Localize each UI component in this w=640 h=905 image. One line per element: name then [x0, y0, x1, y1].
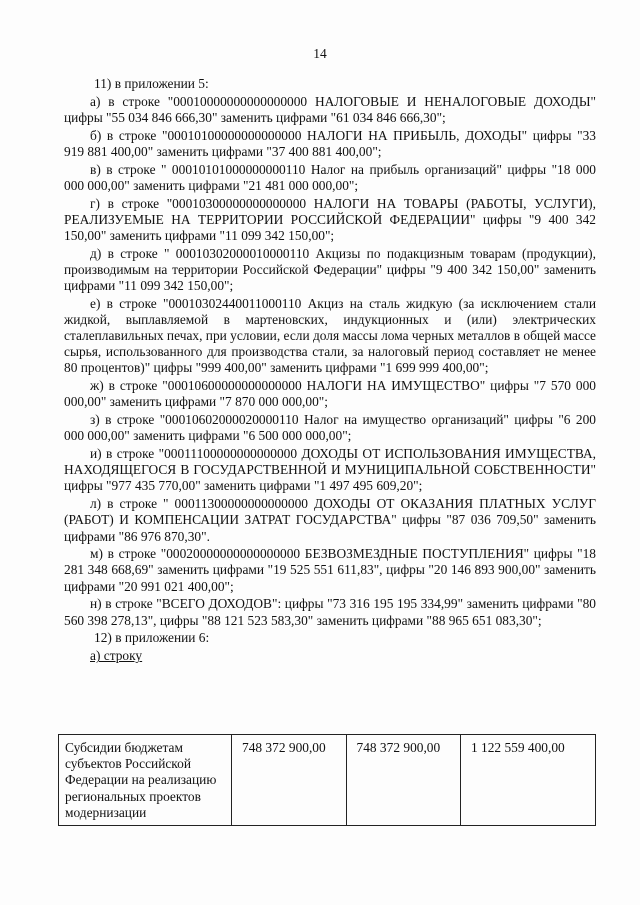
- paragraph-m: м) в строке "00020000000000000000 БЕЗВОЗМЕЗДНЫЕ ПОСТУПЛЕНИЯ" цифры "18 281 348 668,69" заменить цифрами "19 525 551 611,83", цифры "20 146 893 900,00" заменить цифрами "20 991 021 400,00";: [64, 546, 596, 594]
- table-cell-value-1: 748 372 900,00: [232, 735, 347, 826]
- paragraph-d: д) в строке " 00010302000010000110 Акцизы по подакцизным товарам (продукции), производимым на территории Российской Федерации" цифры "9 400 342 150,00" заменить цифрами "11 099 342 150,00";: [64, 245, 596, 294]
- paragraph-v: в) в строке " 00010101000000000110 Налог на прибыль организаций" цифры "18 000 000 000,00" заменить цифрами "21 481 000 000,00";: [64, 161, 596, 193]
- paragraph-item-12: 12) в приложении 6:: [94, 630, 210, 646]
- paragraph-e: е) в строке "00010302440011000110 Акциз на сталь жидкую (за исключением стали жидкой, выплавляемой в мартеновских, индукционных и (или) электрических сталеплавильных печах, при условии, если доля массы лома черных металлов в общей массе сырья, использованного для производства стали, за налоговый период составляет не менее 80 процентов)" цифры "999 400,00" заменить цифрами "1 699 999 400,00";: [64, 296, 596, 376]
- paragraph-b: б) в строке "00010100000000000000 НАЛОГИ НА ПРИБЫЛЬ, ДОХОДЫ" цифры "33 919 881 400,00" заменить цифрами "37 400 881 400,00";: [64, 127, 596, 159]
- appendix-table: [58, 734, 596, 826]
- table-row: [59, 735, 596, 826]
- paragraph-n: н) в строке "ВСЕГО ДОХОДОВ": цифры "73 316 195 195 334,99" заменить цифрами "80 560 398 278,13", цифры "88 121 523 583,30" заменить цифрами "88 965 651 083,30";: [64, 596, 596, 628]
- paragraph-z: з) в строке "00010602000020000110 Налог на имущество организаций" цифры "6 200 000 000,00" заменить цифрами "6 500 000 000,00";: [64, 412, 596, 444]
- paragraph-i: и) в строке "00011100000000000000 ДОХОДЫ ОТ ИСПОЛЬЗОВАНИЯ ИМУЩЕСТВА, НАХОДЯЩЕГОСЯ В ГОСУДАРСТВЕННОЙ И МУНИЦИПАЛЬНОЙ СОБСТВЕННОСТИ" цифры "977 435 770,00" заменить цифрами "1 497 495 609,20";: [64, 446, 596, 494]
- paragraph-a-row: а) строку: [90, 648, 143, 664]
- table-cell-name: Субсидии бюджетам субъектов Российской Федерации на реализацию региональных проектов модернизации: [59, 735, 232, 826]
- paragraph-zh: ж) в строке "00010600000000000000 НАЛОГИ НА ИМУЩЕСТВО" цифры "7 570 000 000,00" заменить цифрами "7 870 000 000,00";: [64, 378, 596, 410]
- paragraph-a: а) в строке "00010000000000000000 НАЛОГОВЫЕ И НЕНАЛОГОВЫЕ ДОХОДЫ" цифры "55 034 846 666,30" заменить цифрами "61 034 846 666,30";: [64, 93, 596, 125]
- document-body: [64, 76, 596, 666]
- paragraph-g: г) в строке "00010300000000000000 НАЛОГИ НА ТОВАРЫ (РАБОТЫ, УСЛУГИ), РЕАЛИЗУЕМЫЕ НА ТЕРРИТОРИИ РОССИЙСКОЙ ФЕДЕРАЦИИ" цифры "9 400 342 150,00" заменить цифрами "11 099 342 150,00";: [64, 195, 596, 244]
- table-cell-value-2: 748 372 900,00: [346, 735, 461, 826]
- paragraph-item-11: 11) в приложении 5:: [94, 76, 209, 91]
- page-number: 14: [313, 46, 327, 61]
- table-cell-value-3: 1 122 559 400,00: [461, 735, 596, 826]
- paragraph-l: л) в строке " 00011300000000000000 ДОХОДЫ ОТ ОКАЗАНИЯ ПЛАТНЫХ УСЛУГ (РАБОТ) И КОМПЕНСАЦИИ ЗАТРАТ ГОСУДАРСТВА" цифры "87 036 709,50" заменить цифрами "86 976 870,30".: [64, 496, 596, 544]
